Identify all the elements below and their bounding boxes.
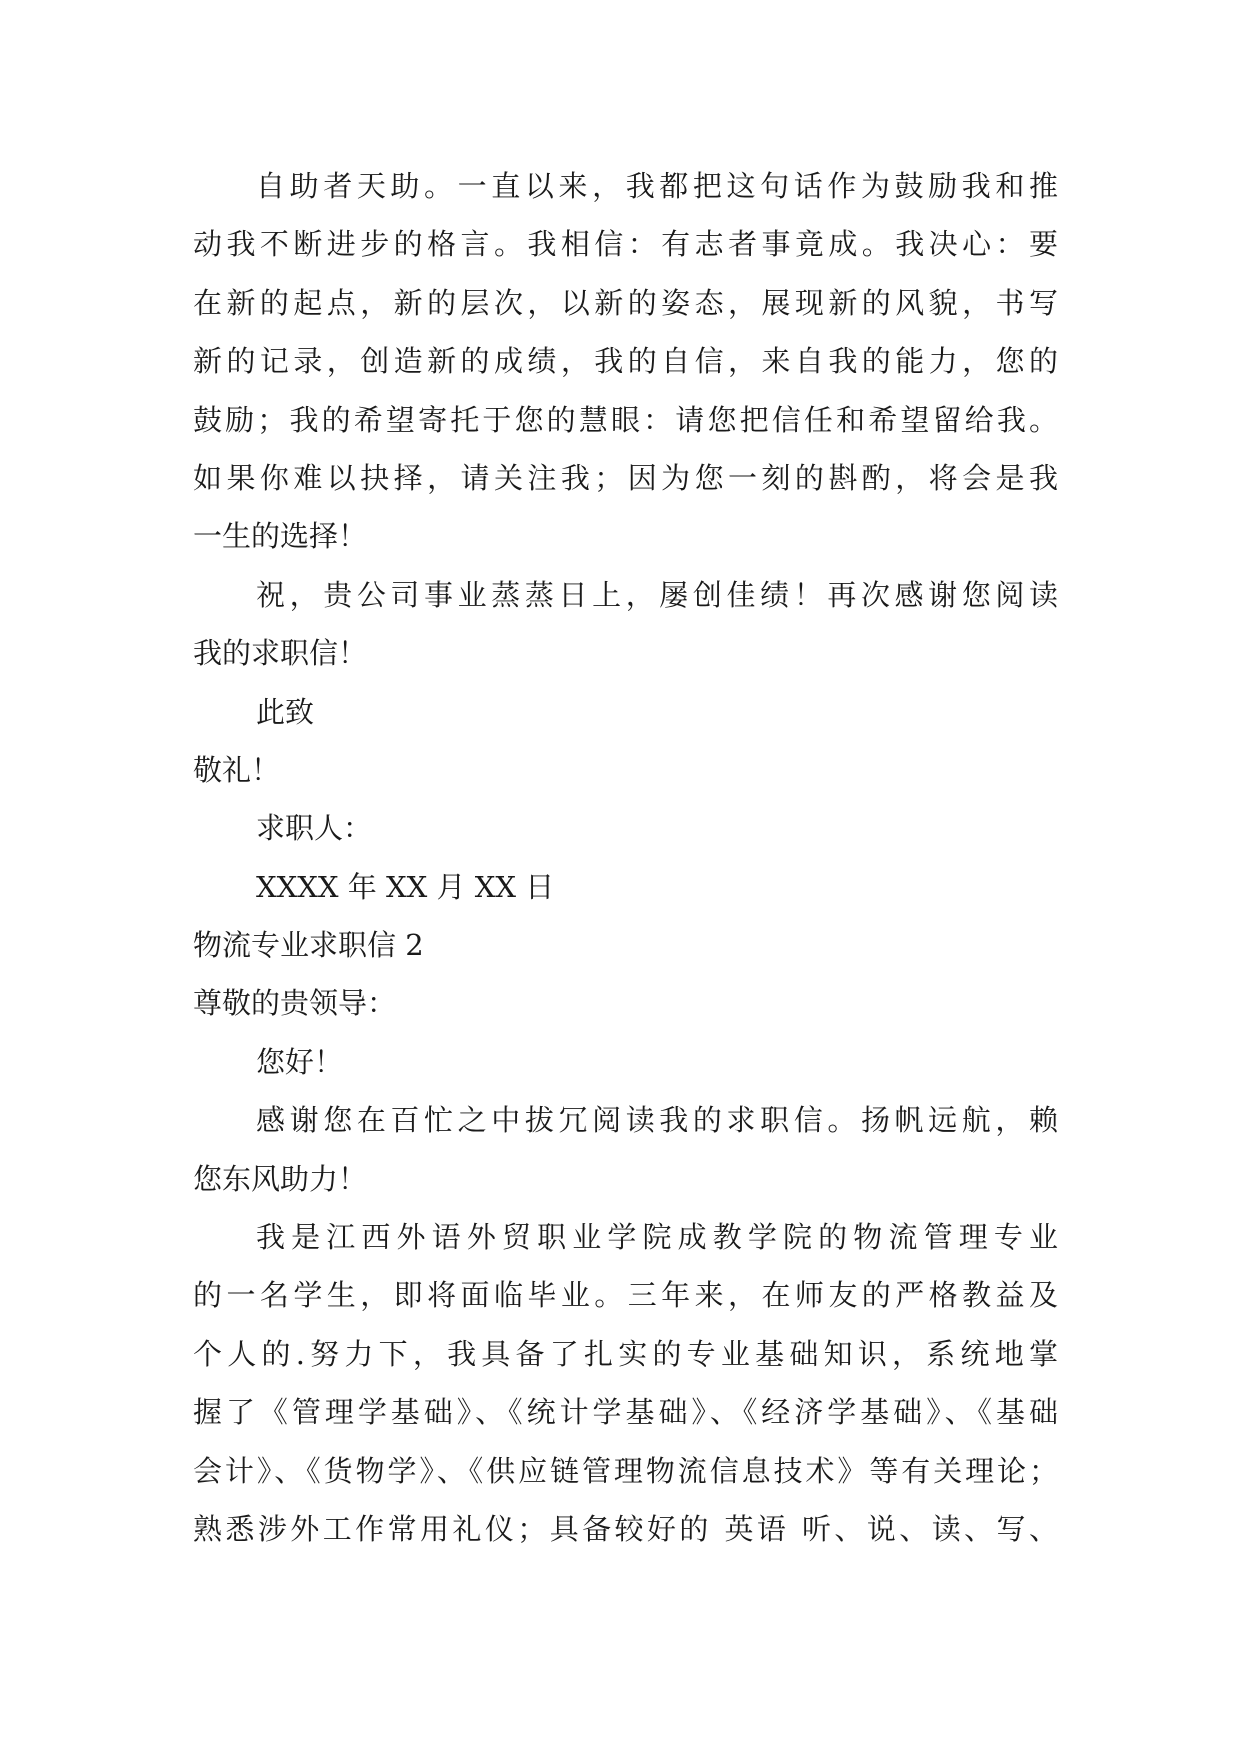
text-line: 我的求职信！ (193, 636, 368, 671)
text-line: 动我不断进步的格言。我相信：有志者事竟成。我决心：要 (193, 227, 1058, 262)
text-line: 一生的选择！ (193, 519, 368, 554)
text-line: 自助者天助。一直以来，我都把这句话作为鼓励我和推 (256, 169, 1058, 203)
text-line: 新的记录，创造新的成绩，我的自信，来自我的能力，您的 (193, 344, 1058, 379)
text-line: 敬礼！ (193, 752, 281, 787)
text-line: 的一名学生，即将面临毕业。三年来，在师友的严格教益及 (193, 1278, 1058, 1313)
text-line: 物流专业求职信 2 (193, 928, 424, 963)
text-line: 您东风助力！ (193, 1161, 368, 1196)
text-line: 熟悉涉外工作常用礼仪；具备较好的 英语 听、说、读、写、 (193, 1511, 1058, 1546)
text-line: 求职人： (256, 811, 373, 846)
text-line: 个人的.努力下，我具备了扎实的专业基础知识，系统地掌 (193, 1336, 1058, 1371)
letter-body (193, 157, 1058, 1558)
text-line: 鼓励；我的希望寄托于您的慧眼：请您把信任和希望留给我。 (193, 402, 1058, 437)
text-line: 会计》、《货物学》、《供应链管理物流信息技术》等有关理论； (193, 1453, 1058, 1488)
text-line: 此致 (256, 694, 315, 729)
text-line: 在新的起点，新的层次，以新的姿态，展现新的风貌，书写 (193, 285, 1058, 320)
text-line: 如果你难以抉择，请关注我；因为您一刻的斟酌，将会是我 (193, 460, 1058, 495)
text-line: 我是江西外语外贸职业学院成教学院的物流管理专业 (256, 1220, 1058, 1255)
text-line: 您好！ (256, 1044, 344, 1079)
text-line: 握了《管理学基础》、《统计学基础》、《经济学基础》、《基础 (193, 1395, 1058, 1430)
text-line: 尊敬的贵领导： (193, 986, 397, 1021)
text-line: XXXX 年 XX 月 XX 日 (256, 869, 555, 904)
text-line: 祝，贵公司事业蒸蒸日上，屡创佳绩！再次感谢您阅读 (256, 577, 1058, 612)
text-line: 感谢您在百忙之中拔冗阅读我的求职信。扬帆远航，赖 (256, 1103, 1058, 1138)
